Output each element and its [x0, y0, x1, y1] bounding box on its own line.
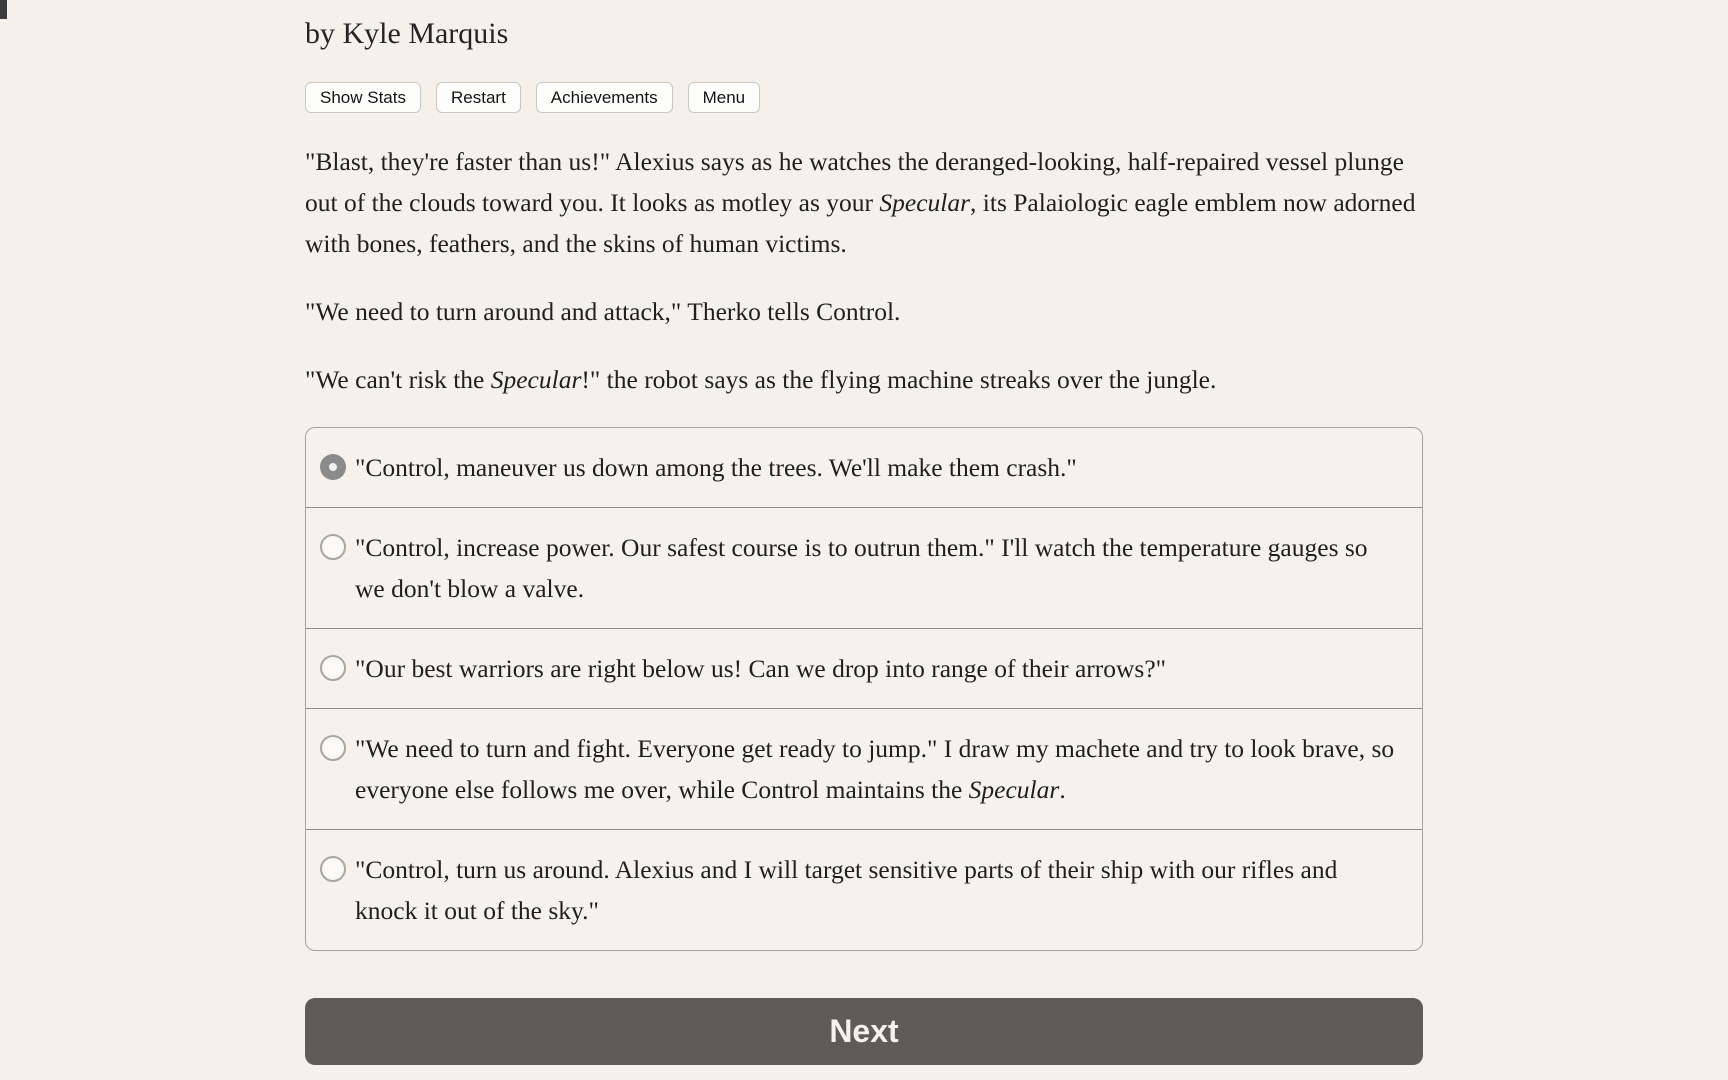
text-segment: "Our best warriors are right below us! Can we drop into range of their arrows?" — [355, 654, 1167, 683]
restart-button[interactable]: Restart — [436, 82, 521, 113]
text-segment: , its Palaiologic eagle emblem now adorned with bones, feathers, and the skins of human victims. — [305, 188, 1416, 258]
text-segment: "We need to turn around and attack," Therko tells Control. — [305, 297, 901, 326]
choice-option[interactable] — [306, 829, 1422, 950]
story-page — [305, 0, 1423, 1065]
radio-selected-icon[interactable] — [320, 454, 346, 480]
next-button[interactable]: Next — [305, 998, 1423, 1065]
text-segment: . — [1059, 775, 1066, 804]
story-paragraph — [305, 141, 1423, 264]
choice-label — [355, 728, 1396, 810]
choice-option[interactable] — [306, 628, 1422, 708]
radio-icon[interactable] — [320, 856, 346, 882]
italic-text: Specular — [490, 365, 582, 394]
text-segment: !" the robot says as the flying machine streaks over the jungle. — [581, 365, 1217, 394]
choice-option[interactable] — [306, 708, 1422, 829]
radio-icon[interactable] — [320, 534, 346, 560]
show-stats-button[interactable]: Show Stats — [305, 82, 421, 113]
toolbar — [305, 82, 1423, 113]
choice-label — [355, 648, 1166, 689]
text-segment: "Control, maneuver us down among the trees. We'll make them crash." — [355, 453, 1077, 482]
choice-list — [305, 427, 1423, 951]
choice-option[interactable] — [306, 507, 1422, 628]
achievements-button[interactable]: Achievements — [536, 82, 673, 113]
corner-artifact — [0, 0, 7, 19]
choice-option[interactable] — [306, 428, 1422, 507]
text-segment: "We need to turn and fight. Everyone get ready to jump." I draw my machete and try to look brave, so everyone else follows me over, while Control maintains the — [355, 734, 1395, 804]
story-paragraph — [305, 359, 1423, 400]
radio-icon[interactable] — [320, 735, 346, 761]
text-segment: "Blast, they're faster than us!" Alexius says as he watches the deranged-looking, half-repaired vessel plunge out of the clouds toward you. It looks as motley as your — [305, 147, 1404, 217]
italic-text: Specular — [968, 775, 1060, 804]
choice-label — [355, 849, 1396, 931]
radio-icon[interactable] — [320, 655, 346, 681]
italic-text: Specular — [879, 188, 971, 217]
text-segment: "We can't risk the — [305, 365, 491, 394]
text-segment: "Control, increase power. Our safest course is to outrun them." I'll watch the temperature gauges so we don't blow a valve. — [355, 533, 1368, 603]
author-byline: by Kyle Marquis — [305, 17, 509, 50]
menu-button[interactable]: Menu — [688, 82, 761, 113]
choice-label — [355, 527, 1396, 609]
text-segment: "Control, turn us around. Alexius and I will target sensitive parts of their ship with our rifles and knock it out of the sky." — [355, 855, 1338, 925]
choice-label — [355, 447, 1077, 488]
story-paragraph — [305, 291, 1423, 332]
story-text — [305, 141, 1423, 400]
